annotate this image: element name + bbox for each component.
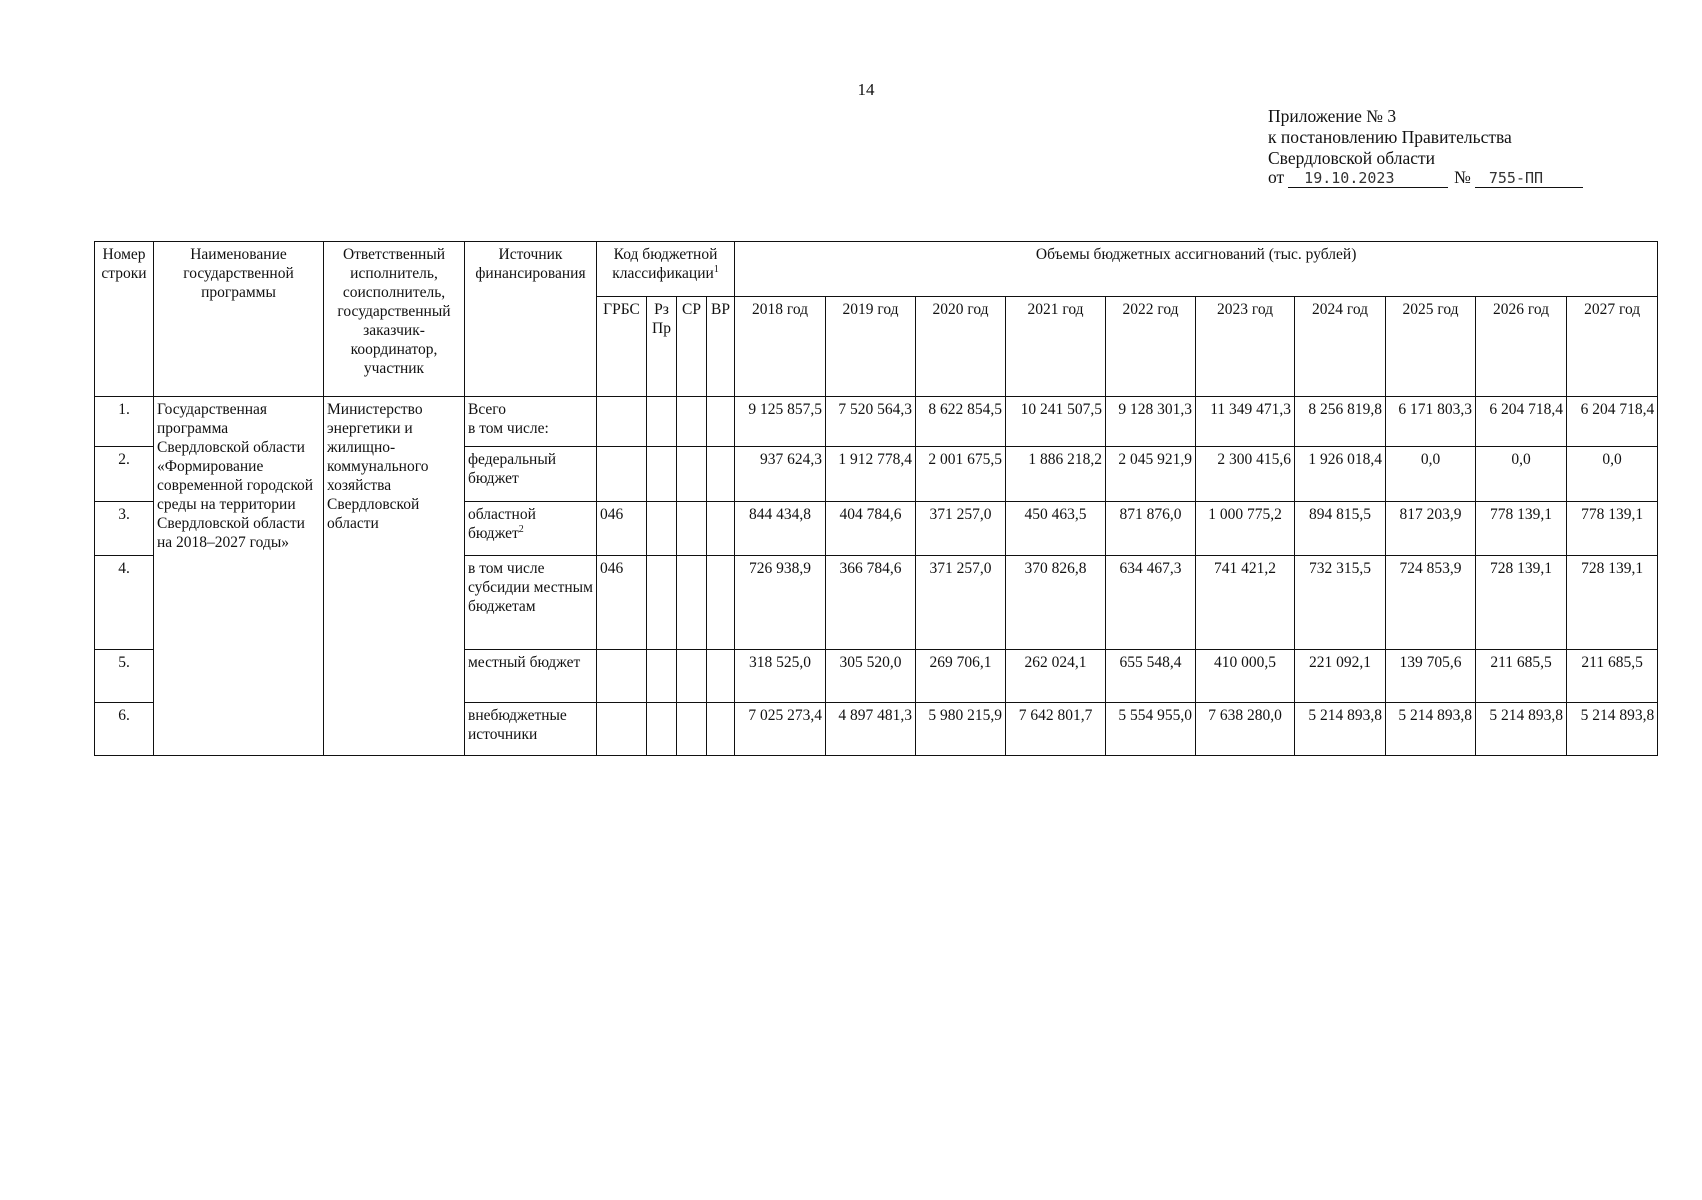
value-cell: 728 139,1 xyxy=(1567,556,1658,650)
value-cell: 6 171 803,3 xyxy=(1386,397,1476,447)
header-row-number: Номер строки xyxy=(95,242,154,397)
value-cell: 1 926 018,4 xyxy=(1295,447,1386,502)
value-cell: 5 554 955,0 xyxy=(1106,703,1196,756)
value-cell: 778 139,1 xyxy=(1476,502,1567,556)
value-cell: 211 685,5 xyxy=(1476,650,1567,703)
header-year: 2026 год xyxy=(1476,297,1567,397)
funding-source: в том числе субсидии местным бюджетам xyxy=(465,556,597,650)
row-number: 5. xyxy=(95,650,154,703)
header-year: 2019 год xyxy=(826,297,916,397)
value-cell: 262 024,1 xyxy=(1006,650,1106,703)
header-year: 2027 год xyxy=(1567,297,1658,397)
grbs-cell xyxy=(597,397,647,447)
value-cell: 5 980 215,9 xyxy=(916,703,1006,756)
appendix-region: Свердловской области xyxy=(1268,148,1436,168)
funding-source-sub: в том числе: xyxy=(468,420,549,437)
value-cell: 221 092,1 xyxy=(1295,650,1386,703)
vr-cell xyxy=(707,502,735,556)
header-year: 2025 год xyxy=(1386,297,1476,397)
value-cell: 8 622 854,5 xyxy=(916,397,1006,447)
sr-cell xyxy=(677,447,707,502)
funding-source-label: Всего xyxy=(468,401,507,418)
row-number: 4. xyxy=(95,556,154,650)
grbs-cell: 046 xyxy=(597,556,647,650)
budget-table xyxy=(94,241,1658,756)
header-year: 2018 год xyxy=(735,297,826,397)
row-number: 1. xyxy=(95,397,154,447)
grbs-cell: 046 xyxy=(597,502,647,556)
row-number: 6. xyxy=(95,703,154,756)
grbs-cell xyxy=(597,447,647,502)
value-cell: 371 257,0 xyxy=(916,502,1006,556)
funding-source xyxy=(465,502,597,556)
vr-cell xyxy=(707,556,735,650)
header-year: 2024 год xyxy=(1295,297,1386,397)
vr-cell xyxy=(707,650,735,703)
resolution-number: 755-ПП xyxy=(1475,169,1583,188)
value-cell: 318 525,0 xyxy=(735,650,826,703)
appendix-date-row xyxy=(1268,167,1598,188)
value-cell: 8 256 819,8 xyxy=(1295,397,1386,447)
value-cell: 871 876,0 xyxy=(1106,502,1196,556)
value-cell: 0,0 xyxy=(1386,447,1476,502)
value-cell: 9 128 301,3 xyxy=(1106,397,1196,447)
rzpr-cell xyxy=(647,703,677,756)
value-cell: 371 257,0 xyxy=(916,556,1006,650)
value-cell: 1 912 778,4 xyxy=(826,447,916,502)
value-cell: 2 300 415,6 xyxy=(1196,447,1295,502)
value-cell: 655 548,4 xyxy=(1106,650,1196,703)
value-cell: 1 000 775,2 xyxy=(1196,502,1295,556)
header-budget-volumes: Объемы бюджетных ассигнований (тыс. рублей) xyxy=(735,242,1658,297)
vr-cell xyxy=(707,397,735,447)
value-cell: 450 463,5 xyxy=(1006,502,1106,556)
value-cell: 10 241 507,5 xyxy=(1006,397,1106,447)
header-vr: ВР xyxy=(707,297,735,397)
from-label: от xyxy=(1268,167,1285,187)
value-cell: 0,0 xyxy=(1567,447,1658,502)
rzpr-cell xyxy=(647,447,677,502)
value-cell: 7 520 564,3 xyxy=(826,397,916,447)
value-cell: 410 000,5 xyxy=(1196,650,1295,703)
value-cell: 937 624,3 xyxy=(735,447,826,502)
value-cell: 2 001 675,5 xyxy=(916,447,1006,502)
value-cell: 404 784,6 xyxy=(826,502,916,556)
row-number: 2. xyxy=(95,447,154,502)
header-year: 2020 год xyxy=(916,297,1006,397)
table-row xyxy=(95,397,1658,447)
rzpr-cell xyxy=(647,397,677,447)
funding-source: местный бюджет xyxy=(465,650,597,703)
value-cell: 11 349 471,3 xyxy=(1196,397,1295,447)
header-budget-code-label: Код бюджетной классификации xyxy=(612,246,718,282)
header-executor: Ответственный исполнитель, соисполнитель, государственный заказчик-координатор, участник xyxy=(324,242,465,397)
value-cell: 741 421,2 xyxy=(1196,556,1295,650)
value-cell: 732 315,5 xyxy=(1295,556,1386,650)
value-cell: 5 214 893,8 xyxy=(1386,703,1476,756)
value-cell: 6 204 718,4 xyxy=(1567,397,1658,447)
value-cell: 844 434,8 xyxy=(735,502,826,556)
header-grbs: ГРБС xyxy=(597,297,647,397)
value-cell: 0,0 xyxy=(1476,447,1567,502)
value-cell: 5 214 893,8 xyxy=(1295,703,1386,756)
appendix-resolution: к постановлению Правительства xyxy=(1268,127,1512,147)
vr-cell xyxy=(707,447,735,502)
funding-source xyxy=(465,397,597,447)
header-row-1 xyxy=(95,242,1658,297)
header-sr: СР xyxy=(677,297,707,397)
value-cell: 305 520,0 xyxy=(826,650,916,703)
value-cell: 726 938,9 xyxy=(735,556,826,650)
value-cell: 7 638 280,0 xyxy=(1196,703,1295,756)
header-year: 2022 год xyxy=(1106,297,1196,397)
appendix-header xyxy=(1268,106,1598,188)
value-cell: 9 125 857,5 xyxy=(735,397,826,447)
sr-cell xyxy=(677,502,707,556)
header-budget-code xyxy=(597,242,735,297)
value-cell: 211 685,5 xyxy=(1567,650,1658,703)
grbs-cell xyxy=(597,703,647,756)
header-year: 2023 год xyxy=(1196,297,1295,397)
executor-cell: Министерство энергетики и жилищно-коммунального хозяйства Свердловской области xyxy=(324,397,465,756)
header-pr: Пр xyxy=(652,320,671,337)
header-rzpr xyxy=(647,297,677,397)
value-cell: 5 214 893,8 xyxy=(1567,703,1658,756)
funding-source-label: областной бюджет xyxy=(468,506,536,542)
value-cell: 7 025 273,4 xyxy=(735,703,826,756)
sr-cell xyxy=(677,556,707,650)
value-cell: 634 467,3 xyxy=(1106,556,1196,650)
value-cell: 4 897 481,3 xyxy=(826,703,916,756)
value-cell: 5 214 893,8 xyxy=(1476,703,1567,756)
value-cell: 894 815,5 xyxy=(1295,502,1386,556)
program-name-cell: Государственная программа Свердловской области «Формирование современной городской среды на территории Свердловской области на 2018–2027 годы» xyxy=(154,397,324,756)
footnote-1: 1 xyxy=(713,263,719,275)
header-funding-source: Источник финансирования xyxy=(465,242,597,397)
value-cell: 2 045 921,9 xyxy=(1106,447,1196,502)
funding-source: федеральный бюджет xyxy=(465,447,597,502)
rzpr-cell xyxy=(647,556,677,650)
value-cell: 724 853,9 xyxy=(1386,556,1476,650)
header-year: 2021 год xyxy=(1006,297,1106,397)
value-cell: 728 139,1 xyxy=(1476,556,1567,650)
funding-source: внебюджетные источники xyxy=(465,703,597,756)
sr-cell xyxy=(677,703,707,756)
value-cell: 366 784,6 xyxy=(826,556,916,650)
rzpr-cell xyxy=(647,502,677,556)
value-cell: 6 204 718,4 xyxy=(1476,397,1567,447)
resolution-date: 19.10.2023 xyxy=(1288,169,1448,188)
appendix-title: Приложение № 3 xyxy=(1268,106,1397,126)
rzpr-cell xyxy=(647,650,677,703)
number-label: № xyxy=(1454,167,1471,187)
header-rz: Рз xyxy=(654,301,669,318)
sr-cell xyxy=(677,397,707,447)
value-cell: 778 139,1 xyxy=(1567,502,1658,556)
value-cell: 817 203,9 xyxy=(1386,502,1476,556)
footnote-2: 2 xyxy=(518,523,524,535)
value-cell: 139 705,6 xyxy=(1386,650,1476,703)
value-cell: 370 826,8 xyxy=(1006,556,1106,650)
header-program-name: Наименование государственной программы xyxy=(154,242,324,397)
value-cell: 269 706,1 xyxy=(916,650,1006,703)
value-cell: 1 886 218,2 xyxy=(1006,447,1106,502)
sr-cell xyxy=(677,650,707,703)
value-cell: 7 642 801,7 xyxy=(1006,703,1106,756)
vr-cell xyxy=(707,703,735,756)
grbs-cell xyxy=(597,650,647,703)
row-number: 3. xyxy=(95,502,154,556)
page-number: 14 xyxy=(857,80,875,99)
